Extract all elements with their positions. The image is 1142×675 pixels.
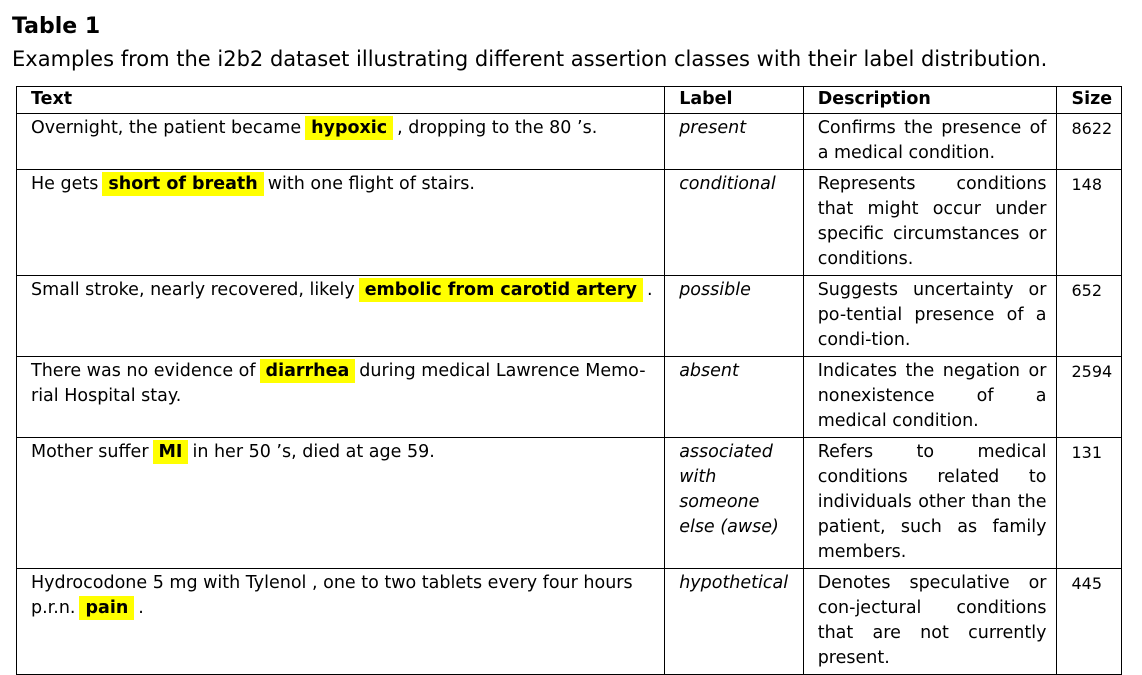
size-cell: 445 bbox=[1057, 569, 1122, 675]
table-header-row bbox=[17, 87, 1122, 114]
text-before: Hydrocodone 5 mg with Tylenol , one to two tablets every four hours p.r.n. bbox=[31, 573, 633, 618]
size-cell: 652 bbox=[1057, 276, 1122, 357]
text-after: during medical Lawrence Memo-rial Hospital stay. bbox=[31, 361, 646, 406]
size-cell: 2594 bbox=[1057, 357, 1122, 438]
description-cell: Indicates the negation or nonexistence of a medical condition. bbox=[803, 357, 1057, 438]
description-cell: Denotes speculative or con-jectural conditions that are not currently present. bbox=[803, 569, 1057, 675]
highlighted-concept: short of breath bbox=[102, 172, 263, 196]
label-cell: present bbox=[665, 114, 804, 170]
table-row bbox=[17, 357, 1122, 438]
example-text-cell bbox=[17, 569, 665, 675]
size-cell: 148 bbox=[1057, 170, 1122, 276]
header-text: Text bbox=[17, 87, 665, 114]
text-before: There was no evidence of bbox=[31, 361, 256, 381]
text-after: in her 50 ’s, died at age 59. bbox=[192, 442, 435, 462]
text-after: . bbox=[138, 598, 144, 618]
text-after: , dropping to the 80 ’s. bbox=[397, 118, 598, 138]
label-cell: conditional bbox=[665, 170, 804, 276]
header-description: Description bbox=[803, 87, 1057, 114]
description-cell: Represents conditions that might occur under specific circumstances or conditions. bbox=[803, 170, 1057, 276]
example-text-cell bbox=[17, 438, 665, 569]
text-after: . bbox=[646, 280, 653, 300]
highlighted-concept: hypoxic bbox=[305, 116, 393, 140]
label-cell: hypothetical bbox=[665, 569, 804, 675]
text-before: He gets bbox=[31, 174, 99, 194]
description-cell: Suggests uncertainty or po-tential presence of a condi-tion. bbox=[803, 276, 1057, 357]
example-text-cell bbox=[17, 357, 665, 438]
header-label: Label bbox=[665, 87, 804, 114]
label-cell: associated with someone else (awse) bbox=[665, 438, 804, 569]
table-row bbox=[17, 276, 1122, 357]
label-cell: absent bbox=[665, 357, 804, 438]
table-row bbox=[17, 170, 1122, 276]
table-caption: Examples from the i2b2 dataset illustrating different assertion classes with their label distribution. bbox=[12, 47, 1048, 71]
label-cell: possible bbox=[665, 276, 804, 357]
table-row bbox=[17, 569, 1122, 675]
text-after: with one flight of stairs. bbox=[267, 174, 475, 194]
text-before: Overnight, the patient became bbox=[31, 118, 302, 138]
size-cell: 131 bbox=[1057, 438, 1122, 569]
highlighted-concept: embolic from carotid artery bbox=[359, 278, 643, 302]
example-text-cell bbox=[17, 276, 665, 357]
text-before: Small stroke, nearly recovered, likely bbox=[31, 280, 355, 300]
table-row bbox=[17, 114, 1122, 170]
table-row bbox=[17, 438, 1122, 569]
example-text-cell bbox=[17, 114, 665, 170]
example-text-cell bbox=[17, 170, 665, 276]
table-number: Table 1 bbox=[12, 14, 101, 39]
size-cell: 8622 bbox=[1057, 114, 1122, 170]
highlighted-concept: diarrhea bbox=[260, 359, 356, 383]
text-before: Mother suffer bbox=[31, 442, 149, 462]
description-cell: Refers to medical conditions related to individuals other than the patient, such as family members. bbox=[803, 438, 1057, 569]
header-size: Size bbox=[1057, 87, 1122, 114]
assertion-examples-table bbox=[16, 86, 1122, 675]
highlighted-concept: pain bbox=[79, 596, 134, 620]
highlighted-concept: MI bbox=[153, 440, 189, 464]
description-cell: Confirms the presence of a medical condition. bbox=[803, 114, 1057, 170]
